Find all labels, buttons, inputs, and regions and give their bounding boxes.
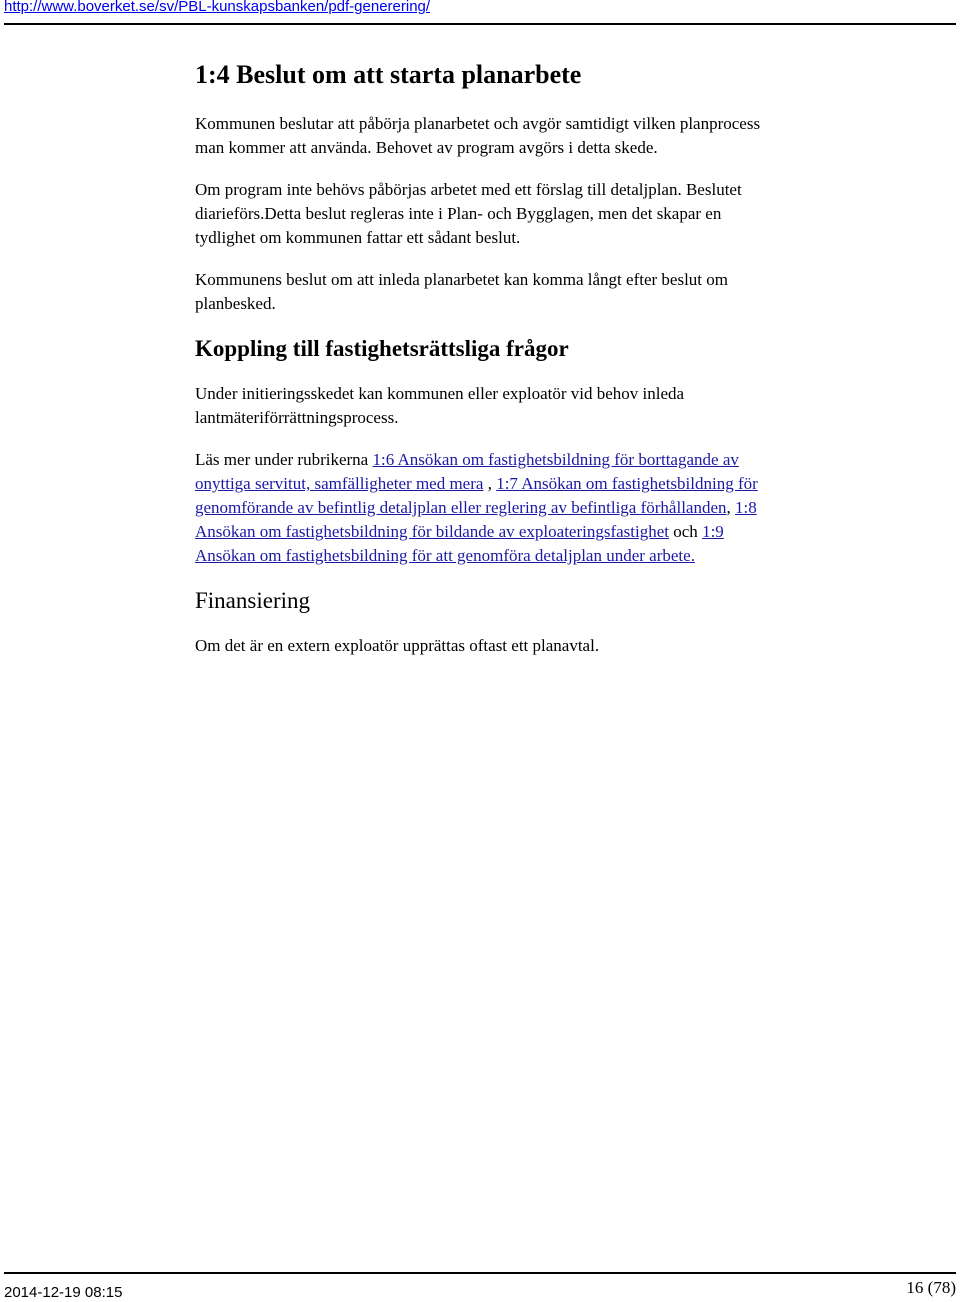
link-1-7-ansokan[interactable]: 1:7 Ansökan om fastighetsbildning för genomförande av befintlig detaljplan eller reglering av befintliga förhållanden: [195, 474, 758, 517]
section-title-finansiering: Finansiering: [195, 588, 310, 613]
header-divider: [4, 23, 956, 25]
paragraph-program: Om program inte behövs påbörjas arbetet med ett förslag till detaljplan. Beslutet diarieförs.Detta beslut regleras inte i Plan- och Bygglagen, men det skapar en tydlighet om kommunen fattar ett sådant beslut.: [195, 180, 742, 247]
footer-page-number: 16 (78): [906, 1278, 956, 1297]
paragraph-planprocess: Kommunen beslutar att påbörja planarbetet och avgör samtidigt vilken planprocess man kommer att använda. Behovet av program avgörs i detta skede.: [195, 114, 761, 157]
link-1-8-ansokan[interactable]: 1:8 Ansökan om fastighetsbildning för bildande av exploateringsfastighet: [195, 498, 757, 541]
read-more-intro: Läs mer under rubrikerna: [195, 450, 373, 469]
paragraph-initieringsskedet: Under initieringsskedet kan kommunen eller exploatör vid behov inleda lantmäteriförrättningsprocess.: [195, 384, 685, 427]
footer-divider: [4, 1272, 956, 1274]
paragraph-planavtal: Om det är en extern exploatör upprättas oftast ett planavtal.: [195, 636, 600, 655]
section-title-koppling: Koppling till fastighetsrättsliga frågor: [195, 336, 569, 361]
read-more-separator: ,: [483, 474, 497, 493]
paragraph-planbesked: Kommunens beslut om att inleda planarbetet kan komma långt efter beslut om planbesked.: [195, 270, 729, 313]
link-1-6-ansokan[interactable]: 1:6 Ansökan om fastighetsbildning för borttagande av onyttiga servitut, samfälligheter med mera: [195, 450, 739, 493]
read-more-separator: ,: [726, 498, 736, 517]
section-title-beslut: 1:4 Beslut om att starta planarbete: [195, 60, 582, 89]
document-body: [195, 58, 775, 676]
link-1-9-ansokan[interactable]: 1:9 Ansökan om fastighetsbildning för att genomföra detaljplan under arbete.: [195, 522, 724, 565]
footer-timestamp: 2014-12-19 08:15: [4, 1284, 123, 1301]
paragraph-read-more: [195, 448, 775, 568]
header-url-link[interactable]: http://www.boverket.se/sv/PBL-kunskapsbanken/pdf-generering/: [4, 0, 431, 15]
read-more-separator: och: [669, 522, 703, 541]
